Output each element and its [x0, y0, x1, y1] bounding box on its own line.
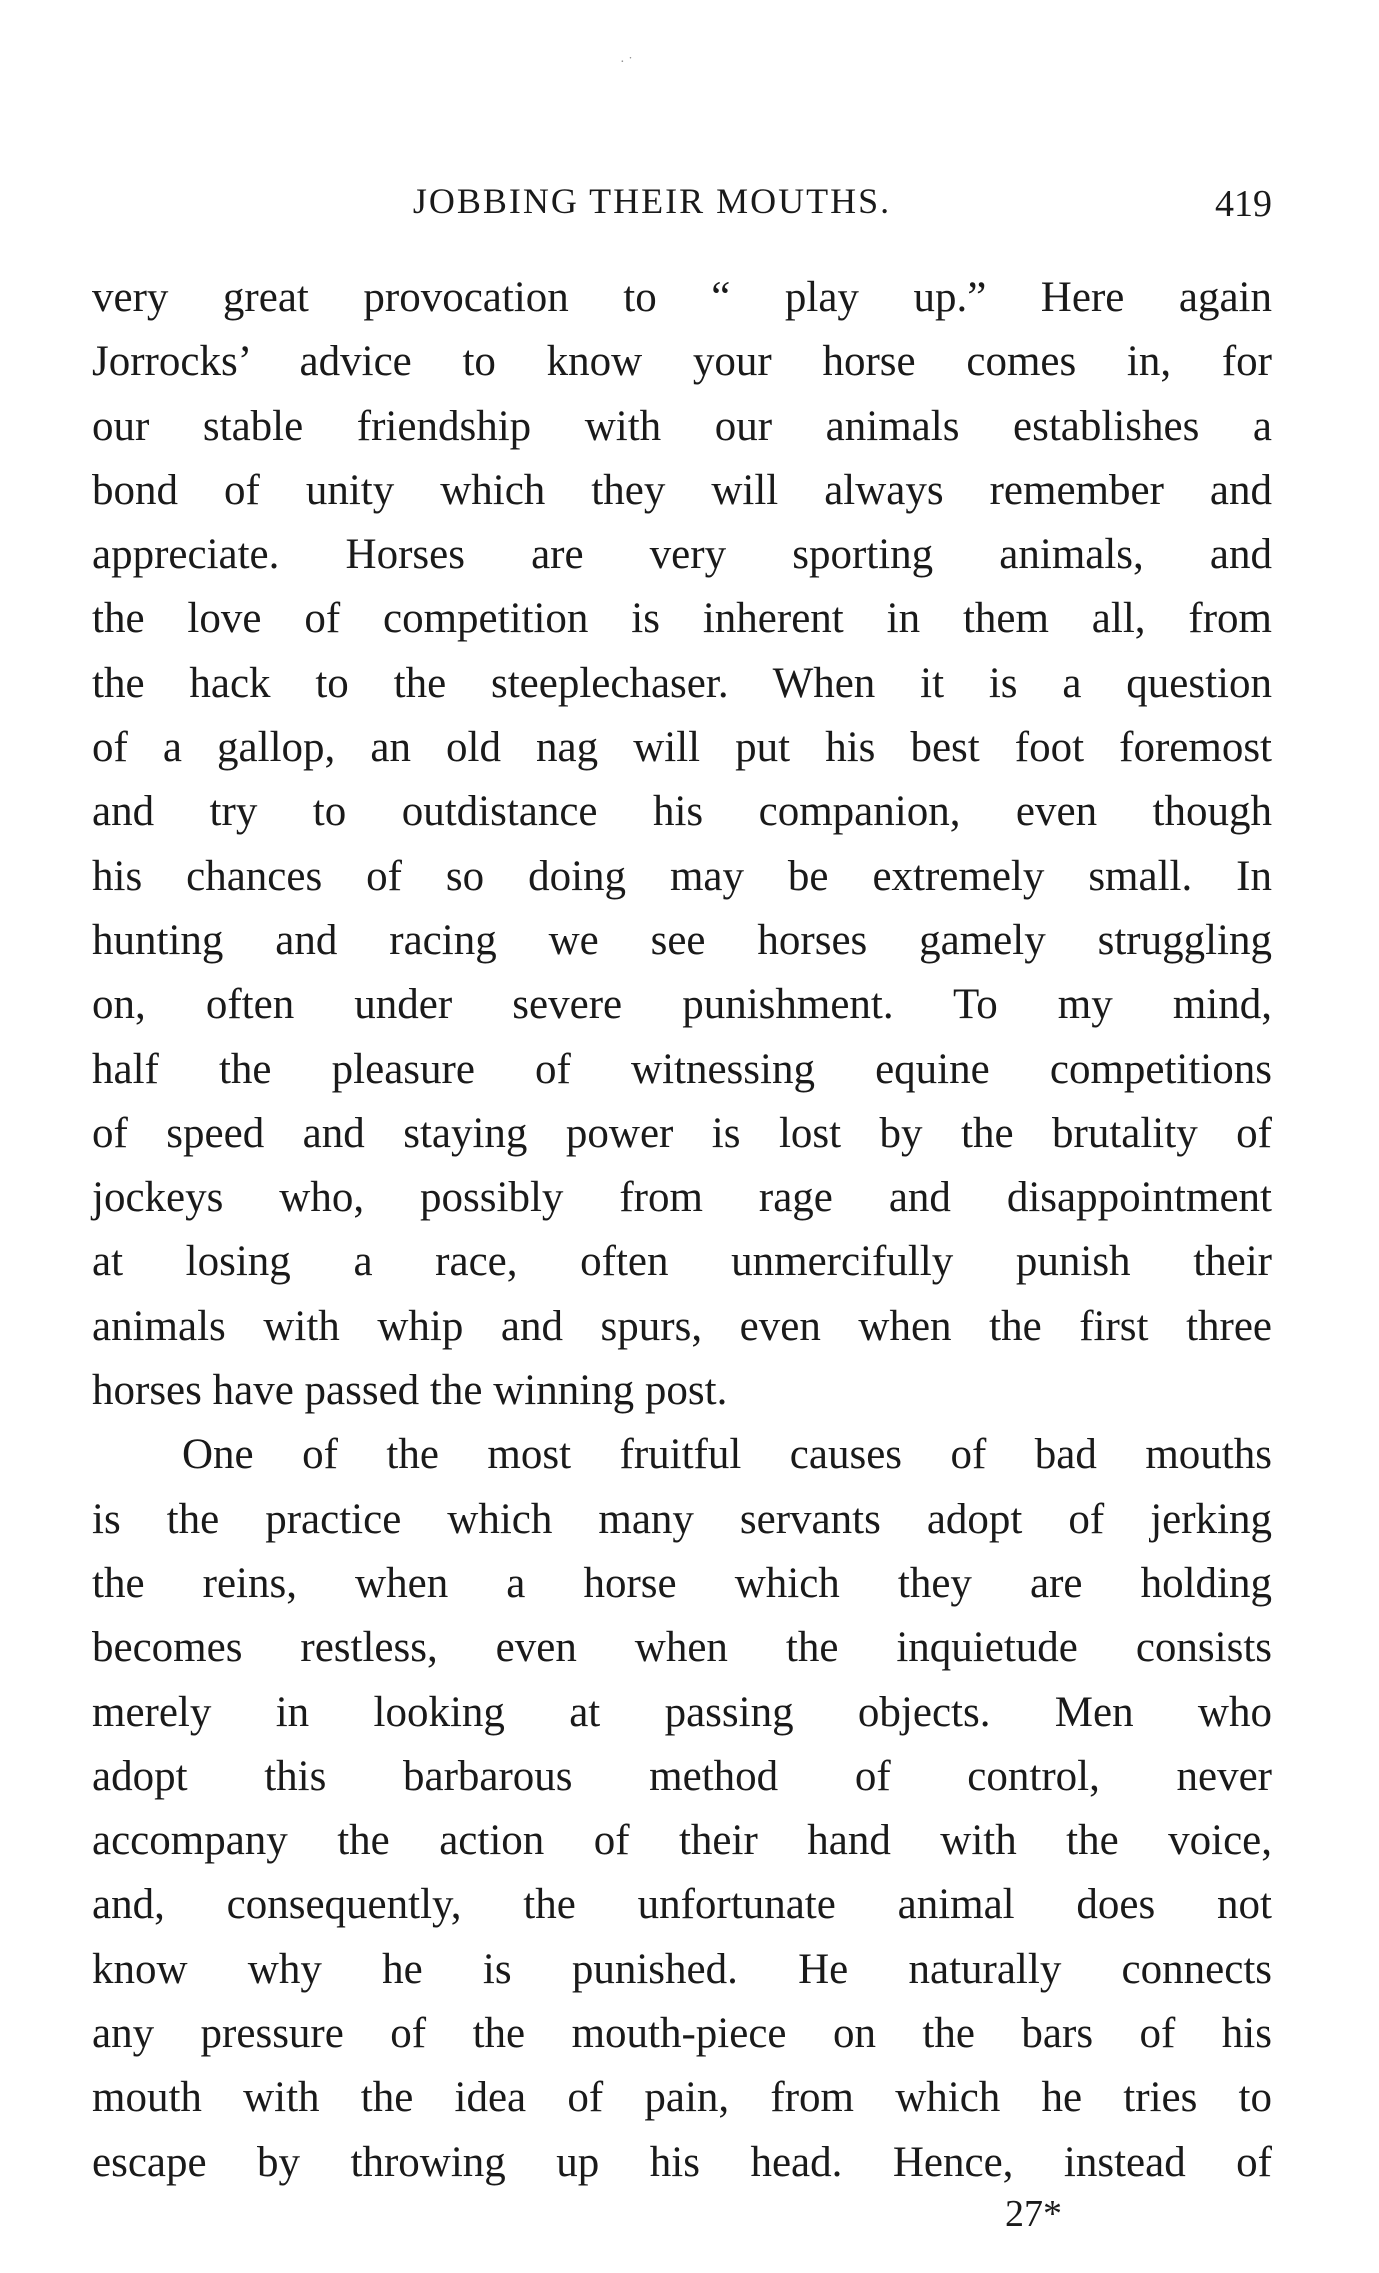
text-line	[92, 1873, 1272, 1937]
text-line	[92, 395, 1272, 459]
text-line	[92, 1681, 1272, 1745]
text-line	[92, 459, 1272, 523]
text-line	[92, 1809, 1272, 1873]
text-line	[92, 973, 1272, 1037]
text-line-content: the hack to the steeplechaser. When it is a question	[92, 659, 1272, 707]
text-line-content: appreciate. Horses are very sporting animals, and	[92, 531, 1272, 579]
text-line-content: of speed and staying power is lost by the brutality of	[92, 1109, 1272, 1157]
text-line-content: One of the most fruitful causes of bad mouths	[182, 1431, 1272, 1479]
text-line-content: bond of unity which they will always remember and	[92, 466, 1272, 514]
text-line-content: jockeys who, possibly from rage and disappointment	[92, 1174, 1272, 1222]
text-line	[92, 652, 1272, 716]
text-line-content: know why he is punished. He naturally connects	[92, 1945, 1272, 1993]
text-line-content: escape by throwing up his head. Hence, instead of	[92, 2138, 1272, 2186]
text-line-content: becomes restless, even when the inquietude consists	[92, 1624, 1272, 1672]
text-line	[92, 2002, 1272, 2066]
text-line	[92, 2066, 1272, 2130]
text-line	[92, 845, 1272, 909]
text-line-content: the love of competition is inherent in them all, from	[92, 595, 1272, 643]
text-line-content: accompany the action of their hand with the voice,	[92, 1817, 1272, 1865]
text-line	[92, 330, 1272, 394]
text-line	[92, 1552, 1272, 1616]
text-line-content: and, consequently, the unfortunate animal does not	[92, 1881, 1272, 1929]
text-line	[92, 1488, 1272, 1552]
text-line-content: is the practice which many servants adopt of jerking	[92, 1495, 1272, 1543]
text-line-content: mouth with the idea of pain, from which he tries to	[92, 2074, 1272, 2122]
text-line	[92, 909, 1272, 973]
running-title: JOBBING THEIR MOUTHS.	[412, 181, 892, 221]
text-line-content: half the pleasure of witnessing equine competitions	[92, 1045, 1272, 1093]
text-line	[92, 1359, 1272, 1423]
text-line-content: hunting and racing we see horses gamely struggling	[92, 916, 1272, 964]
text-line	[92, 1230, 1272, 1294]
text-line-content: Jorrocks’ advice to know your horse comes in, for	[92, 338, 1272, 386]
text-line	[92, 1616, 1272, 1680]
text-line-content: our stable friendship with our animals establishes a	[92, 402, 1272, 450]
text-line	[92, 1102, 1272, 1166]
text-line-content: adopt this barbarous method of control, never	[92, 1752, 1272, 1800]
page-header	[92, 180, 1272, 230]
text-line	[92, 523, 1272, 587]
text-line-content: on, often under severe punishment. To my mind,	[92, 981, 1272, 1029]
text-line	[92, 2131, 1272, 2195]
text-line-content: animals with whip and spurs, even when the first three	[92, 1302, 1272, 1350]
text-line	[92, 266, 1272, 330]
text-line	[92, 780, 1272, 844]
text-line	[92, 587, 1272, 651]
text-line	[92, 1295, 1272, 1359]
text-line	[92, 1938, 1272, 2002]
text-line-content: merely in looking at passing objects. Men who	[92, 1688, 1272, 1736]
signature-mark: 27*	[1005, 2193, 1062, 2235]
text-line	[92, 1166, 1272, 1230]
text-line-content: at losing a race, often unmercifully punish their	[92, 1238, 1272, 1286]
text-line	[92, 1038, 1272, 1102]
text-line-content: of a gallop, an old nag will put his best foot foremost	[92, 724, 1272, 772]
text-line-content: horses have passed the winning post.	[92, 1367, 728, 1415]
text-line-content: and try to outdistance his companion, even though	[92, 788, 1272, 836]
text-line-content: very great provocation to “ play up.” Here again	[92, 274, 1272, 321]
text-line-content: any pressure of the mouth-piece on the bars of his	[92, 2010, 1272, 2058]
body-text	[92, 266, 1272, 2195]
text-line	[92, 1423, 1272, 1487]
text-line	[92, 716, 1272, 780]
text-line	[92, 1745, 1272, 1809]
text-line-content: his chances of so doing may be extremely small. In	[92, 852, 1272, 900]
page-number: 419	[1215, 183, 1272, 225]
text-line-content: the reins, when a horse which they are holding	[92, 1559, 1272, 1607]
scan-specks: · ˙	[620, 55, 633, 70]
